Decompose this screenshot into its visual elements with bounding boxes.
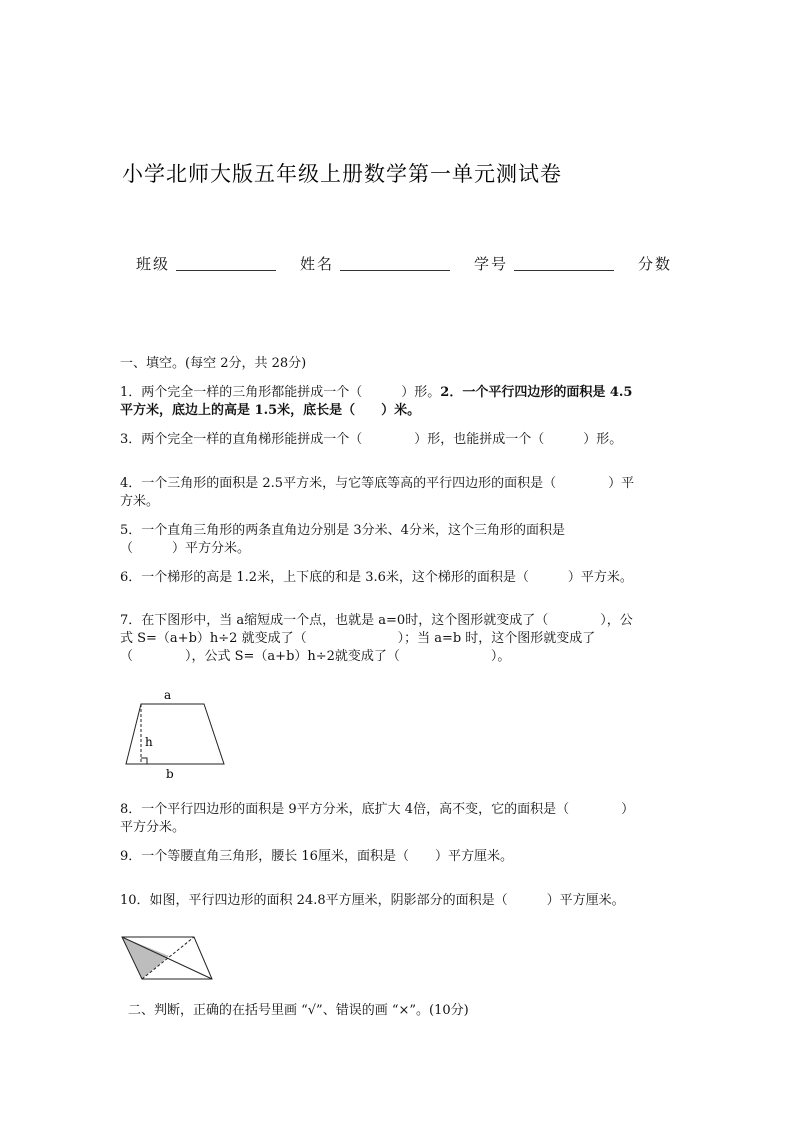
student-number-blank[interactable] xyxy=(514,270,614,271)
question-5-line1: 5．一个直角三角形的两条直角边分别是 3分米、4分米，这个三角形的面积是 xyxy=(120,523,565,538)
question-6: 6．一个梯形的高是 1.2米，上下底的和是 3.6米，这个梯形的面积是（ ）平方米。 xyxy=(120,570,633,585)
section2-heading: 二、判断，正确的在括号里画 “√”、错误的画 “×”。(10分) xyxy=(128,1003,469,1018)
question-7-line1: 7．在下图形中，当 a缩短成一个点，也就是 a=0时，这个图形就变成了（ ），公 xyxy=(120,613,633,628)
question-5 xyxy=(120,522,676,558)
right-angle-mark xyxy=(141,758,147,764)
page-title: 小学北师大版五年级上册数学第一单元测试卷 xyxy=(122,162,562,186)
class-blank[interactable] xyxy=(176,270,276,271)
question-1-2 xyxy=(120,384,676,420)
name-blank[interactable] xyxy=(340,270,450,271)
question-4 xyxy=(120,475,676,511)
question-3: 3．两个完全一样的直角梯形能拼成一个（ ）形，也能拼成一个（ ）形。 xyxy=(120,432,623,447)
question-9: 9．一个等腰直角三角形，腰长 16厘米，面积是（ ）平方厘米。 xyxy=(120,849,513,864)
label-b: b xyxy=(166,767,174,781)
shaded-triangle xyxy=(122,937,169,979)
section1-heading: 一、填空。(每空 2分，共 28分) xyxy=(120,356,307,371)
label-h: h xyxy=(145,735,153,749)
parallelogram-figure xyxy=(118,932,218,988)
question-2-text-line1: 2．一个平行四边形的面积是 4.5 xyxy=(440,385,633,400)
name-label: 姓名 xyxy=(300,255,335,273)
question-4-line2: 方米。 xyxy=(120,494,160,509)
question-2-text-line2: 平方米，底边上的高是 1.5米，底长是（ ）米。 xyxy=(120,403,421,418)
question-8-line1: 8．一个平行四边形的面积是 9平方分米，底扩大 4倍，高不变，它的面积是（ ） xyxy=(120,802,635,817)
score-label: 分数 xyxy=(638,255,673,273)
class-label: 班级 xyxy=(136,255,171,273)
question-8 xyxy=(120,801,676,837)
question-5-line2: （ ）平方分米。 xyxy=(120,541,251,556)
question-1-text: 1．两个完全一样的三角形都能拼成一个（ ）形。 xyxy=(120,385,441,400)
question-7-line2: 式 S=（a+b）h÷2 就变成了（ ）；当 a=b 时，这个图形就变成了 xyxy=(120,631,596,646)
question-8-line2: 平方分米。 xyxy=(120,820,186,835)
student-number-label: 学号 xyxy=(474,255,509,273)
trapezoid-figure xyxy=(120,684,230,784)
question-7-line3: （ ），公式 S=（a+b）h÷2就变成了（ ）。 xyxy=(120,649,511,664)
question-4-line1: 4．一个三角形的面积是 2.5平方米，与它等底等高的平行四边形的面积是（ ）平 xyxy=(120,476,635,491)
question-10: 10．如图，平行四边形的面积 24.8平方厘米，阴影部分的面积是（ ）平方厘米。 xyxy=(120,893,625,908)
label-a: a xyxy=(164,688,172,702)
question-7 xyxy=(120,612,676,666)
